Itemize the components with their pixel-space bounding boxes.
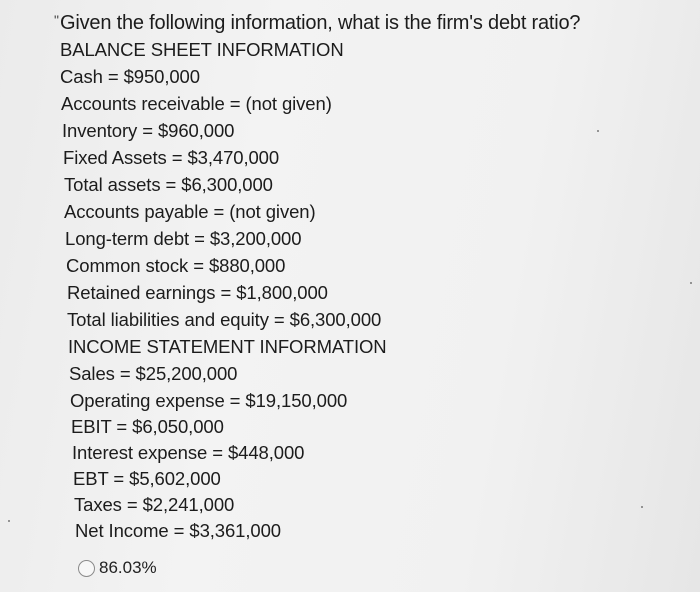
info-line-common-stock: Common stock = $880,000 bbox=[66, 255, 286, 276]
info-line-total-assets: Total assets = $6,300,000 bbox=[64, 174, 273, 195]
section-heading-balance-sheet: BALANCE SHEET INFORMATION bbox=[60, 39, 344, 60]
info-line-total-liabilities-equity: Total liabilities and equity = $6,300,000 bbox=[67, 309, 382, 330]
question-text: Given the following information, what is the firm's debt ratio? bbox=[60, 12, 581, 34]
info-line-sales: Sales = $25,200,000 bbox=[69, 363, 238, 384]
info-line-ebit: EBIT = $6,050,000 bbox=[71, 416, 224, 437]
info-line-ebt: EBT = $5,602,000 bbox=[73, 468, 221, 489]
radio-button[interactable] bbox=[78, 560, 95, 577]
info-line-accounts-receivable: Accounts receivable = (not given) bbox=[61, 93, 332, 114]
info-line-accounts-payable: Accounts payable = (not given) bbox=[64, 201, 316, 222]
info-line-retained-earnings: Retained earnings = $1,800,000 bbox=[67, 282, 328, 303]
info-line-cash: Cash = $950,000 bbox=[60, 66, 200, 87]
info-line-long-term-debt: Long-term debt = $3,200,000 bbox=[65, 228, 302, 249]
info-line-interest-expense: Interest expense = $448,000 bbox=[72, 442, 305, 463]
screen-speck bbox=[641, 506, 643, 508]
quote-mark: " bbox=[54, 12, 59, 28]
info-line-inventory: Inventory = $960,000 bbox=[62, 120, 235, 141]
info-line-net-income: Net Income = $3,361,000 bbox=[75, 520, 281, 541]
answer-option-label: 86.03% bbox=[99, 558, 157, 577]
section-heading-income-statement: INCOME STATEMENT INFORMATION bbox=[68, 336, 387, 357]
info-line-operating-expense: Operating expense = $19,150,000 bbox=[70, 390, 348, 411]
screen-speck bbox=[690, 282, 692, 284]
screen-speck bbox=[597, 130, 599, 132]
info-line-taxes: Taxes = $2,241,000 bbox=[74, 494, 235, 515]
screen-speck bbox=[8, 520, 10, 522]
answer-option[interactable] bbox=[78, 558, 157, 578]
info-line-fixed-assets: Fixed Assets = $3,470,000 bbox=[63, 147, 280, 168]
